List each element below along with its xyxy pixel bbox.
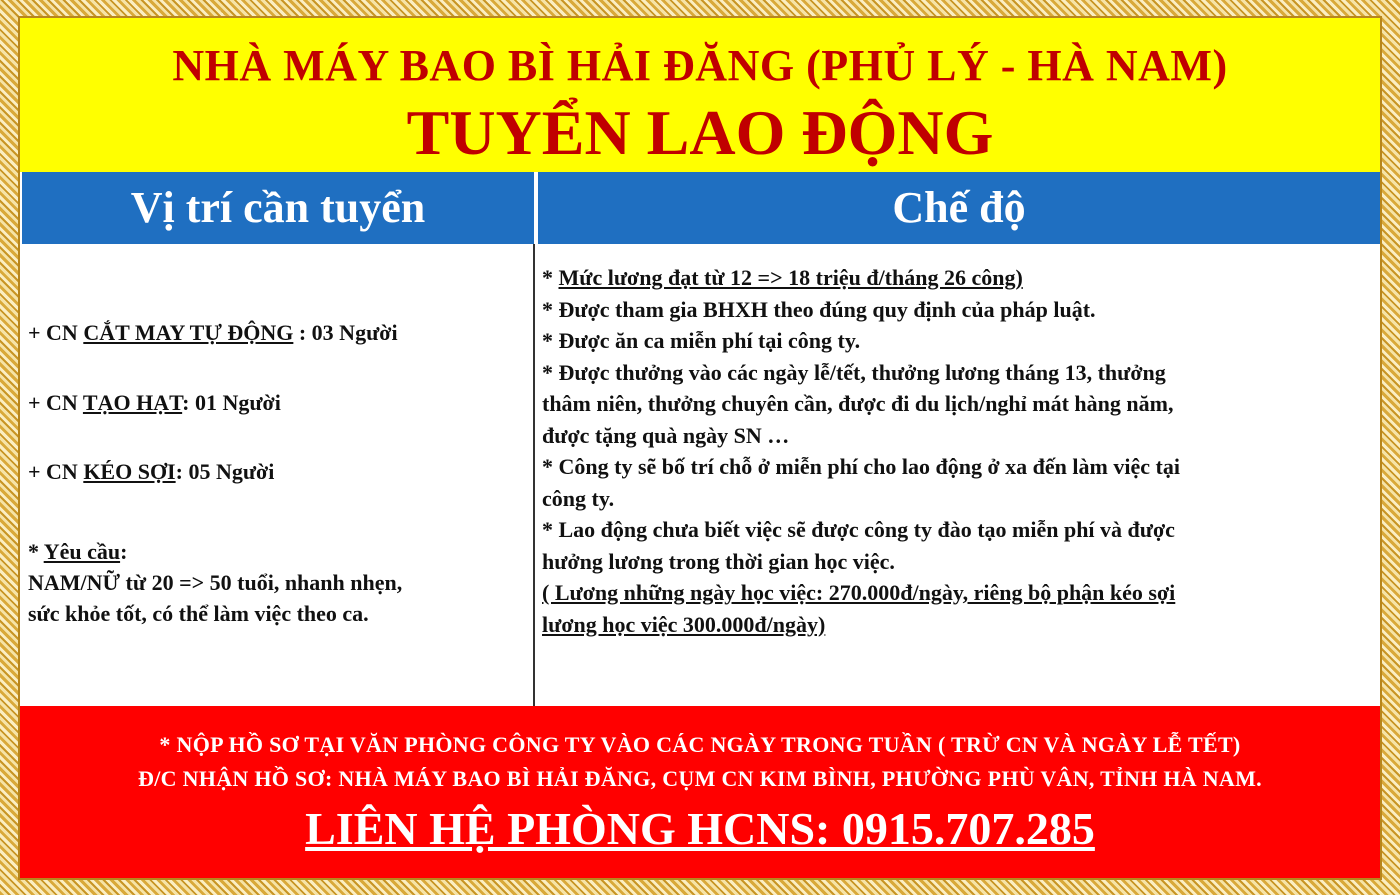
benefit-line: * Lao động chưa biết việc sẽ được công ty đào tạo miễn phí và được: [542, 517, 1175, 542]
poster: [18, 16, 1382, 880]
position-name: TẠO HẠT: [82, 390, 183, 415]
requirements-colon: :: [120, 539, 128, 564]
poster-footer: [20, 706, 1380, 878]
positions-column-header: Vị trí cần tuyển: [22, 172, 534, 244]
benefit-line: * Công ty sẽ bố trí chỗ ở miễn phí cho lao động ở xa đến làm việc tại: [542, 454, 1180, 479]
contact-phone: LIÊN HỆ PHÒNG HCNS: 0915.707.285: [305, 803, 1095, 854]
benefits-column-header: Chế độ: [538, 172, 1380, 244]
position-count: : 01 Người: [182, 390, 281, 415]
benefit-bullet: *: [542, 265, 559, 290]
benefit-salary: [542, 262, 1372, 294]
benefit-line: * Được tham gia BHXH theo đúng quy định của pháp luật.: [542, 296, 1096, 322]
benefit-line: hưởng lương trong thời gian học việc.: [542, 548, 895, 574]
salary-text: Mức lương đạt từ 12 => 18 triệu đ/tháng 26 công): [558, 265, 1023, 290]
position-name: CẮT MAY TỰ ĐỘNG: [83, 320, 294, 345]
training-wage-line: lương học việc 300.000đ/ngày): [542, 611, 826, 637]
benefit-line: * Được ăn ca miễn phí tại công ty.: [542, 328, 861, 353]
recruitment-headline: TUYỂN LAO ĐỘNG: [406, 97, 994, 168]
position-count: : 05 Người: [175, 459, 275, 484]
position-prefix: + CN: [28, 390, 83, 415]
position-prefix: + CN: [28, 459, 84, 484]
requirements-label: Yêu cầu: [43, 539, 121, 564]
benefit-line: * Được thưởng vào các ngày lễ/tết, thưởng lương tháng 13, thưởng: [542, 359, 1166, 385]
position-item: [28, 390, 281, 416]
requirements-prefix: *: [28, 539, 44, 564]
position-item: [28, 320, 398, 346]
submission-note: * NỘP HỒ SƠ TẠI VĂN PHÒNG CÔNG TY VÀO CÁC NGÀY TRONG TUẦN ( TRỪ CN VÀ NGÀY LỄ TẾT): [159, 732, 1241, 757]
position-name: KÉO SỢI: [83, 459, 176, 484]
position-prefix: + CN: [28, 320, 84, 345]
position-item: [28, 459, 274, 485]
benefits-column: [536, 244, 1380, 706]
address-line: Đ/C NHẬN HỒ SƠ: NHÀ MÁY BAO BÌ HẢI ĐĂNG, CỤM CN KIM BÌNH, PHƯỜNG PHÙ VÂN, TỈNH HÀ NAM.: [138, 766, 1262, 791]
company-name: NHÀ MÁY BAO BÌ HẢI ĐĂNG (PHỦ LÝ - HÀ NAM): [172, 41, 1228, 90]
requirements: [28, 536, 528, 629]
training-wage-line: ( Lương những ngày học việc: 270.000đ/ngày, riêng bộ phận kéo sợi: [542, 580, 1176, 605]
positions-column: [20, 244, 535, 706]
benefit-line: thâm niên, thưởng chuyên cần, được đi du lịch/nghỉ mát hàng năm,: [542, 391, 1174, 416]
benefits-list: [542, 262, 1372, 640]
position-count: : 03 Người: [293, 320, 398, 345]
requirements-line: NAM/NỮ từ 20 => 50 tuổi, nhanh nhẹn,: [28, 570, 403, 595]
benefit-line: công ty.: [542, 485, 615, 511]
requirements-title: [28, 536, 528, 567]
poster-header: [20, 18, 1380, 172]
benefit-line: được tặng quà ngày SN …: [542, 422, 790, 448]
requirements-line: sức khỏe tốt, có thể làm việc theo ca.: [28, 601, 369, 626]
